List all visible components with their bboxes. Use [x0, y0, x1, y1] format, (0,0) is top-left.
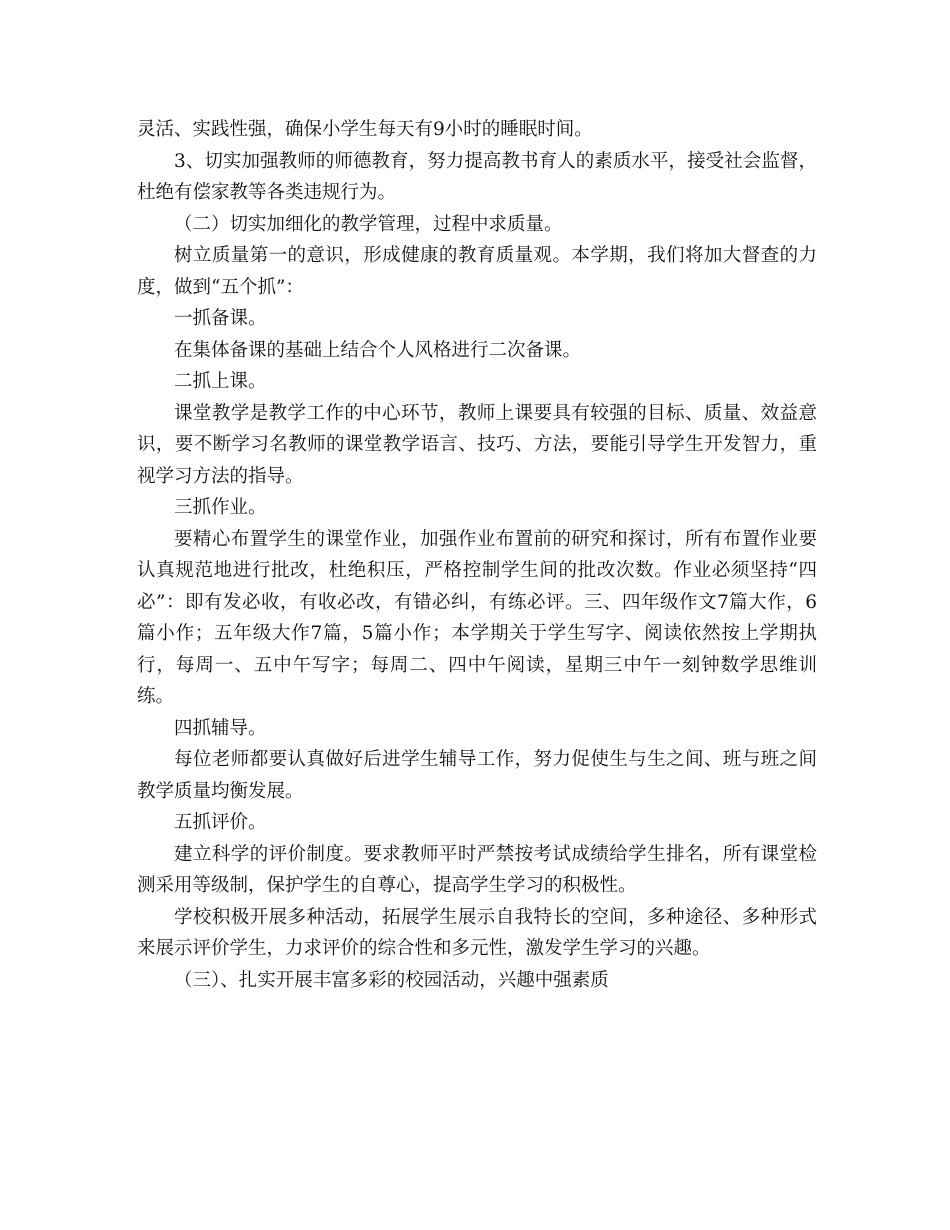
item-heading-tutoring: 四抓辅导。	[174, 717, 267, 739]
document-body	[137, 114, 817, 996]
item-heading-lesson-prep: 一抓备课。	[174, 308, 267, 329]
paragraph-sleep-continuation: 灵活、实践性强，确保小学生每天有9小时的睡眠时间。	[137, 119, 593, 140]
paragraph-homework: 要精心布置学生的课堂作业，加强作业布置前的研究和探讨，所有布置作业要认真规范地进行批改，杜绝积压，严格控制学生间的批改次数。作业必须坚持“四必”：即有发必收，有收必改，有错必纠，有练必评。三、四年级作文7篇大作，6篇小作；五年级大作7篇，5篇小作；本学期关于学生写字、阅读依然按上学期执行，每周一、五中午写字；每周二、四中午阅读，星期三中午一刻钟数学思维训练。	[137, 528, 817, 707]
paragraph-lesson-prep: 在集体备课的基础上结合个人风格进行二次备课。	[174, 339, 582, 361]
item-heading-teaching: 二抓上课。	[174, 371, 267, 392]
item-heading-evaluation: 五抓评价。	[174, 812, 267, 833]
paragraph-ethics-education: 3、切实加强教师的师德教育，努力提高教书育人的素质水平，接受社会监督，杜绝有偿家教等各类违规行为。	[137, 150, 817, 203]
paragraph-activities: 学校积极开展多种活动，拓展学生展示自我特长的空间，多种途径、多种形式来展示评价学生，力求评价的综合性和多元性，激发学生学习的兴趣。	[137, 906, 817, 959]
paragraph-tutoring: 每位老师都要认真做好后进学生辅导工作，努力促使生与生之间、班与班之间教学质量均衡发展。	[137, 749, 817, 802]
paragraph-classroom-teaching: 课堂教学是教学工作的中心环节，教师上课要具有较强的目标、质量、效益意识，要不断学习名教师的课堂教学语言、技巧、方法，要能引导学生开发智力，重视学习方法的指导。	[137, 402, 817, 487]
paragraph-evaluation-system: 建立科学的评价制度。要求教师平时严禁按考试成绩给学生排名，所有课堂检测采用等级制，保护学生的自尊心，提高学生学习的积极性。	[137, 843, 817, 896]
paragraph-quality-awareness: 树立质量第一的意识，形成健康的教育质量观。本学期，我们将加大督查的力度，做到“五个抓”：	[137, 245, 817, 298]
section-heading-teaching-management: （二）切实加细化的教学管理，过程中求质量。	[174, 213, 563, 235]
item-heading-homework: 三抓作业。	[174, 497, 267, 518]
section-heading-campus-activities: （三）、扎实开展丰富多彩的校园活动，兴趣中强素质	[174, 969, 609, 991]
